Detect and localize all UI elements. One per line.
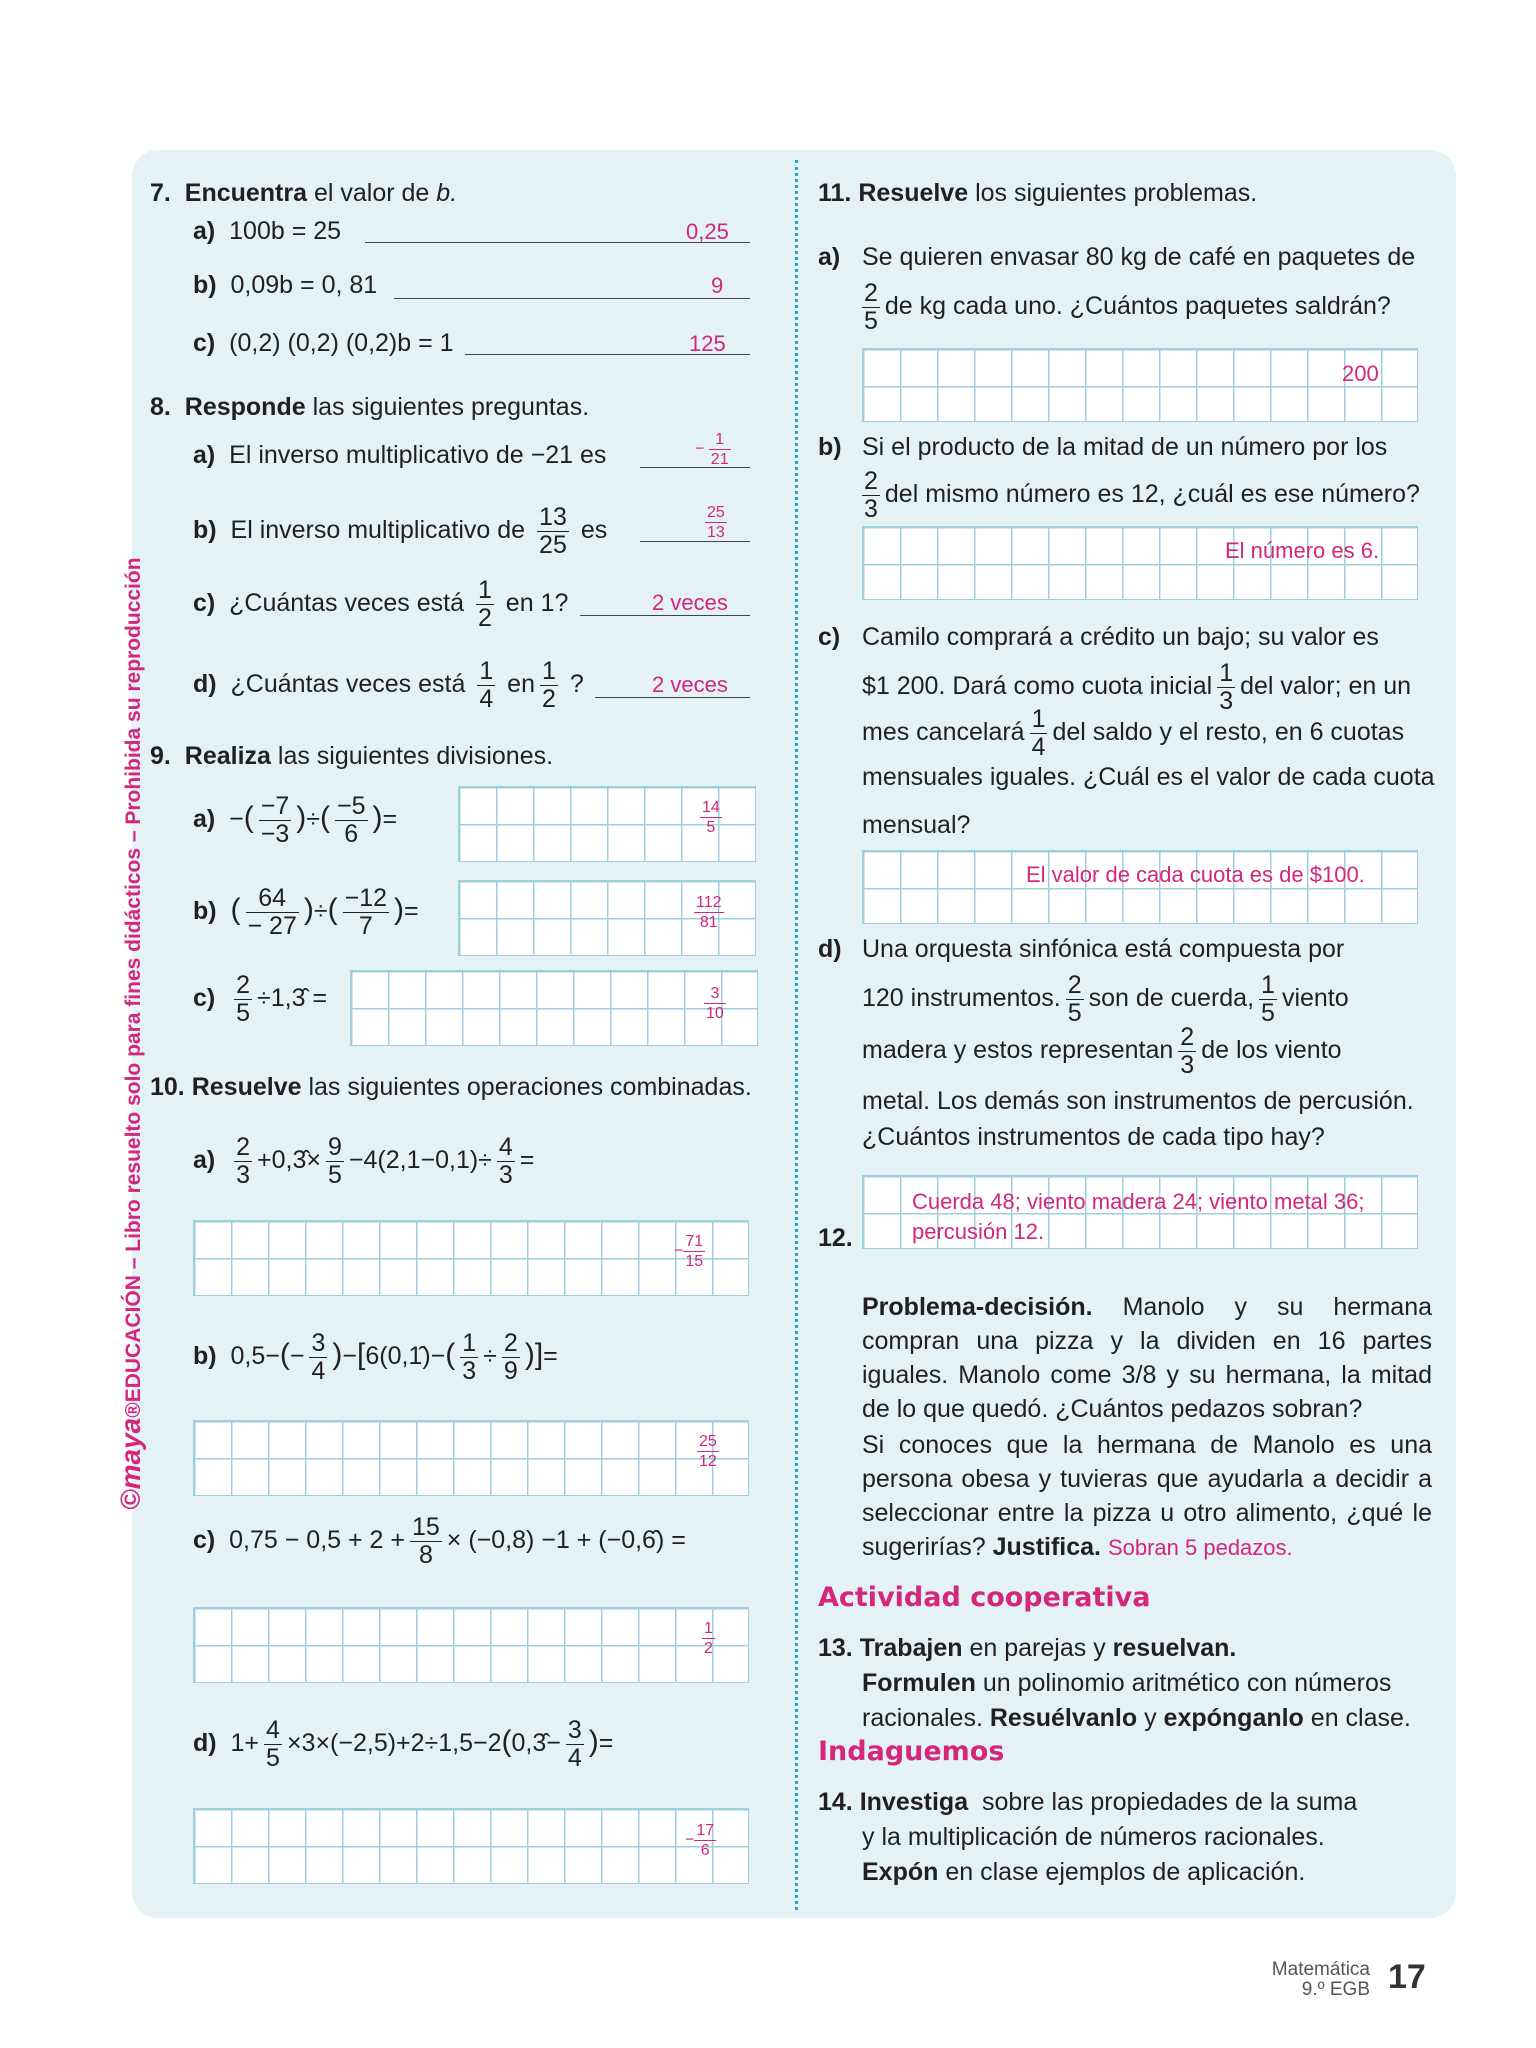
q11d-line3: madera y estos representan $\frac{2}{3}$ de los viento <box>862 1022 1342 1079</box>
q11-title: 11. Resuelve los siguientes problemas. <box>818 179 1258 207</box>
q9c: c) $\frac{2}{5}$ ÷1,3̂ = <box>193 970 328 1027</box>
q11c-label: c) <box>818 623 841 651</box>
q10c-grid <box>193 1607 749 1683</box>
q11d-line4: metal. Los demás son instrumentos de percusión. <box>862 1087 1414 1115</box>
q7-title: 7. Encuentra el valor de b. <box>150 179 458 207</box>
q11d-line5: ¿Cuántos instrumentos de cada tipo hay? <box>862 1123 1325 1151</box>
q11a-label: a) <box>818 243 841 271</box>
column-divider <box>795 160 798 1910</box>
q8c: c) ¿Cuántas veces está $\frac{1}{2}$ en 1? <box>193 575 569 632</box>
q11b-answer: El número es 6. <box>1225 538 1380 563</box>
q10a-grid <box>193 1220 749 1296</box>
q10a-answer: − $\frac{71}{15}$ <box>674 1233 704 1270</box>
q10a: a) $\frac{2}{3}$ +0,3̂× $\frac{9}{5}$ −4(2,1−0,1)÷ $\frac{4}{3}$ = <box>193 1132 535 1189</box>
q10d-answer: − $\frac{17}{6}$ <box>685 1822 715 1859</box>
q10c: c) 0,75 − 0,5 + 2 + $\frac{15}{8}$ × (−0,8) −1 + (−0,6̂) = <box>193 1512 686 1569</box>
q8b-answer: $\frac{25}{13}$ <box>707 504 725 541</box>
q11c-line1: Camilo comprará a crédito un bajo; su valor es <box>862 623 1379 651</box>
maya-logo: ©maya <box>115 1417 146 1510</box>
q14-line3: Expón en clase ejemplos de aplicación. <box>862 1858 1306 1886</box>
q11a-line1: Se quieren envasar 80 kg de café en paquetes de <box>862 243 1416 271</box>
q11d-label: d) <box>818 935 842 963</box>
q11d-line1: Una orquesta sinfónica está compuesta por <box>862 935 1345 963</box>
q11a-line2: $\frac{2}{5}$ de kg cada uno. ¿Cuántos paquetes saldrán? <box>864 278 1391 335</box>
q11d-answer: Cuerda 48; viento madera 24; viento metal 36; percusión 12. <box>912 1189 1365 1244</box>
q8a-answer: − $\frac{1}{21}$ <box>695 431 729 468</box>
indag-heading: Indaguemos <box>818 1736 1005 1767</box>
q13-line3: racionales. Resuélvanlo y expónganlo en clase. <box>862 1704 1411 1732</box>
q12-answer: Sobran 5 pedazos. <box>1107 1535 1293 1560</box>
q10c-answer: $\frac{1}{2}$ <box>704 1620 713 1657</box>
q13-line1: 13. Trabajen en parejas y resuelvan. <box>818 1634 1237 1662</box>
q7b: b) 0,09b = 0, 81 <box>193 271 378 299</box>
q11b-line2: $\frac{2}{3}$ del mismo número es 12, ¿cuál es ese número? <box>864 466 1420 523</box>
q11c-line3: mes cancelará $\frac{1}{4}$ del saldo y el resto, en 6 cuotas <box>862 704 1405 761</box>
q10-title: 10. Resuelve las siguientes operaciones combinadas. <box>150 1073 752 1101</box>
page-number: 17 <box>1388 1958 1426 1996</box>
q8d-answer: 2 veces <box>652 672 728 697</box>
q10b-grid <box>193 1420 749 1496</box>
q7a-answer: 0,25 <box>686 219 729 244</box>
footer-subject: Matemática 9.º EGB <box>1271 1959 1370 2000</box>
q11c-line4: mensuales iguales. ¿Cuál es el valor de cada cuota <box>862 763 1435 791</box>
q11b-line1: Si el producto de la mitad de un número por los <box>862 433 1388 461</box>
q11d-line2: 120 instrumentos. $\frac{2}{5}$ son de cuerda, $\frac{1}{5}$ viento <box>862 970 1349 1027</box>
q11b-label: b) <box>818 433 842 461</box>
q7a: a) 100b = 25 <box>193 217 342 245</box>
q11c-answer: El valor de cada cuota es de $100. <box>1026 862 1365 887</box>
q11a-answer: 200 <box>1342 361 1379 386</box>
q9b-answer: $\frac{112}{81}$ <box>696 894 722 931</box>
q14-line1: 14. Investiga sobre las propiedades de la suma <box>818 1788 1358 1816</box>
q10d: d) 1+ $\frac{4}{5}$ ×3×(−2,5)+2÷1,5−2(0,3̂− $\frac{3}{4}$ )= <box>193 1715 614 1772</box>
q12-text2: Si conoces que la hermana de Manolo es una persona obesa y tuvieras que ayudarla a decidir a seleccionar entre la pizza u otro alimento, ¿qué le sugerirías? Justifica. Sobran 5 pedazos. <box>862 1431 1432 1561</box>
q7c-answer: 125 <box>689 331 726 356</box>
q8-title: 8. Responde las siguientes preguntas. <box>150 393 590 421</box>
q10b-answer: $\frac{25}{12}$ <box>699 1433 717 1470</box>
q10b: b) 0,5−(− $\frac{3}{4}$ )−[6(0,1̂)−( $\frac{1}{3}$ ÷ $\frac{2}{9}$ )]= <box>193 1328 558 1385</box>
q9b: b) ( $\frac{64}{- 27}$ )÷( $\frac{-12}{7}$ )= <box>193 883 419 940</box>
q9-title: 9. Realiza las siguientes divisiones. <box>150 742 554 770</box>
q13-line2: Formulen un polinomio aritmético con números <box>862 1669 1392 1697</box>
q10d-grid <box>193 1808 749 1884</box>
q9a-answer: $\frac{14}{5}$ <box>702 799 720 836</box>
q12-num: 12. <box>818 1224 853 1252</box>
q7b-answer: 9 <box>711 273 724 298</box>
q9a: a) −( $\frac{-7}{-3}$ )÷( $\frac{-5}{6}$ )= <box>193 791 398 848</box>
q14-line2: y la multiplicación de números racionales. <box>862 1823 1325 1851</box>
q8b: b) El inverso multiplicativo de $\frac{13}{25}$ es <box>193 502 608 559</box>
q11c-line5: mensual? <box>862 811 971 839</box>
q8c-answer: 2 veces <box>652 590 728 615</box>
q11a-grid <box>862 348 1418 422</box>
q9c-answer: $\frac{3}{10}$ <box>706 985 724 1022</box>
q12-text1: Problema-decisión. Manolo y su hermana compran una pizza y la dividen en 16 partes iguales. Manolo come 3/8 y su hermana, la mitad de lo que quedó. ¿Cuántos pedazos sobran? <box>862 1293 1432 1423</box>
q7c: c) (0,2) (0,2) (0,2)b = 1 <box>193 329 454 357</box>
side-copyright: ©maya®EDUCACIÓN – Libro resuelto solo para fines didácticos – Prohibida su reproducción <box>115 557 146 1510</box>
q9c-grid <box>350 970 758 1046</box>
q8d: d) ¿Cuántas veces está $\frac{1}{4}$ en $\frac{1}{2}$ ? <box>193 656 584 713</box>
q8a: a) El inverso multiplicativo de −21 es <box>193 441 607 469</box>
coop-heading: Actividad cooperativa <box>818 1582 1151 1613</box>
q11c-line2: $1 200. Dará como cuota inicial $\frac{1}{3}$ del valor; en un <box>862 658 1412 715</box>
